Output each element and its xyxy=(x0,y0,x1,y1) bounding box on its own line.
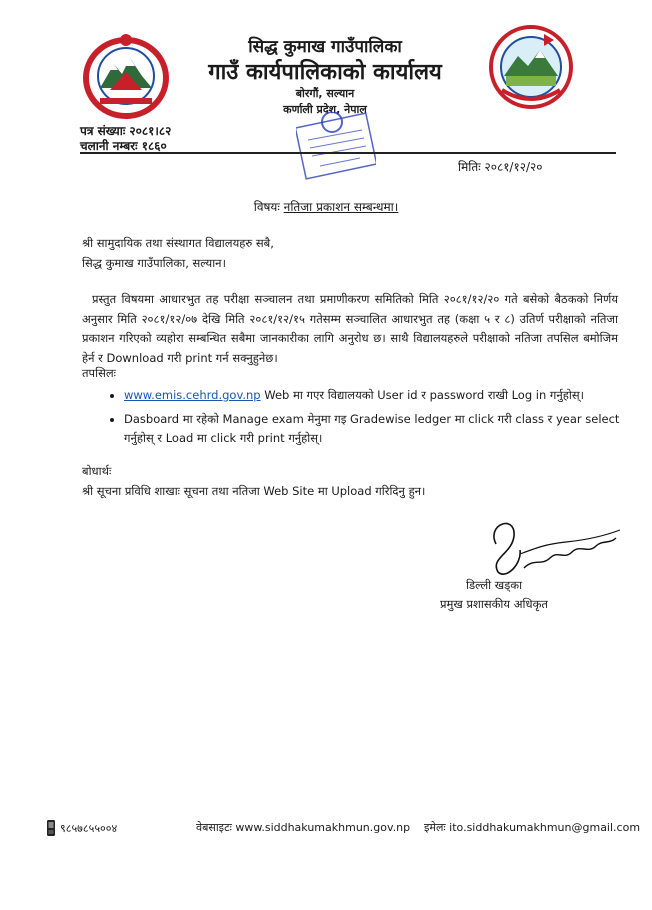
signatory-name: डिल्ली खड्का xyxy=(466,578,523,592)
letter-date: मितिः २०८१/१२/२० xyxy=(458,160,543,174)
list-item-text: Dasboard मा रहेको Manage exam मेनुमा गइ Gradewise ledger मा click गरी class र year select गर्नुहोस् र Load मा click गरी print गर्नुहोस्। xyxy=(124,411,620,445)
footer-phone xyxy=(46,820,117,836)
office-stamp xyxy=(296,112,376,180)
list-item xyxy=(124,410,636,449)
office-name: गाउँ कार्यपालिकाको कार्यालय xyxy=(208,60,442,85)
list-item xyxy=(124,386,636,406)
website-label: वेबसाइटः xyxy=(196,821,232,834)
phone-icon xyxy=(46,820,56,836)
website-url[interactable]: www.siddhakumakhmun.gov.np xyxy=(235,821,411,834)
subject-prefix: विषयः xyxy=(253,200,280,214)
cc-line: श्री सूचना प्रविधि शाखाः सूचना तथा नतिजा Web Site मा Upload गरिदिनु हुन। xyxy=(82,484,426,498)
instruction-list xyxy=(104,386,636,453)
addressee-line-2: सिद्ध कुमाख गाउँपालिका, सल्यान। xyxy=(82,256,226,270)
handwritten-signature xyxy=(476,514,626,582)
dispatch-number: चलानी नम्बरः १८६० xyxy=(80,139,167,153)
emis-link[interactable]: www.emis.cehrd.gov.np xyxy=(124,388,261,402)
details-heading: तपसिलः xyxy=(82,366,116,380)
signatory-title: प्रमुख प्रशासकीय अधिकृत xyxy=(440,597,548,611)
cc-heading: बोधार्थः xyxy=(82,464,112,478)
body-paragraph: प्रस्तुत विषयमा आधारभुत तह परीक्षा सञ्चालन तथा प्रमाणीकरण समितिको मिति २०८१/१२/२० गते बसेको बैठकको निर्णय अनुसार मिति २०८१/१२/०७ देखि मिति २०८१/१२/१५ गतेसम्म सञ्चालित आधारभुत तह (कक्षा ५ र ८) उतिर्ण परीक्षाको नतिजा प्रकाशन गरिएको व्यहोरा सम्बन्धित सबैमा जानकारीका लागि अनुरोध छ। साथै विद्यालयहरुले परीक्षाको नतिजा तपसिल बमोजिम हेर्न र Download गरी print गर्न सक्नुहुनेछ। xyxy=(82,292,618,365)
email-address[interactable]: ito.siddhakumakhmun@gmail.com xyxy=(449,821,641,834)
footer-email xyxy=(424,820,640,835)
office-address: बोरगौं, सल्यान xyxy=(295,87,355,100)
letter-number: पत्र संख्याः २०८१।८२ xyxy=(80,124,172,138)
office-province: कर्णाली प्रदेश, नेपाल xyxy=(283,103,367,116)
municipality-name: सिद्ध कुमाख गाउँपालिका xyxy=(248,37,402,57)
nepal-emblem-logo xyxy=(80,28,172,123)
municipality-logo xyxy=(488,24,574,110)
list-item-text: Web मा गएर विद्यालयको User id र password राखी Log in गर्नुहोस्। xyxy=(260,388,584,402)
phone-number: ९८५७८५५००४ xyxy=(60,822,118,835)
subject-line xyxy=(0,198,652,215)
addressee-line-1: श्री सामुदायिक तथा संस्थागत विद्यालयहरु सबै, xyxy=(82,236,274,250)
footer-website xyxy=(196,820,410,835)
header-divider xyxy=(80,152,616,154)
email-label: इमेलः xyxy=(424,821,446,834)
subject-text: नतिजा प्रकाशन सम्बन्धमा। xyxy=(283,200,399,214)
